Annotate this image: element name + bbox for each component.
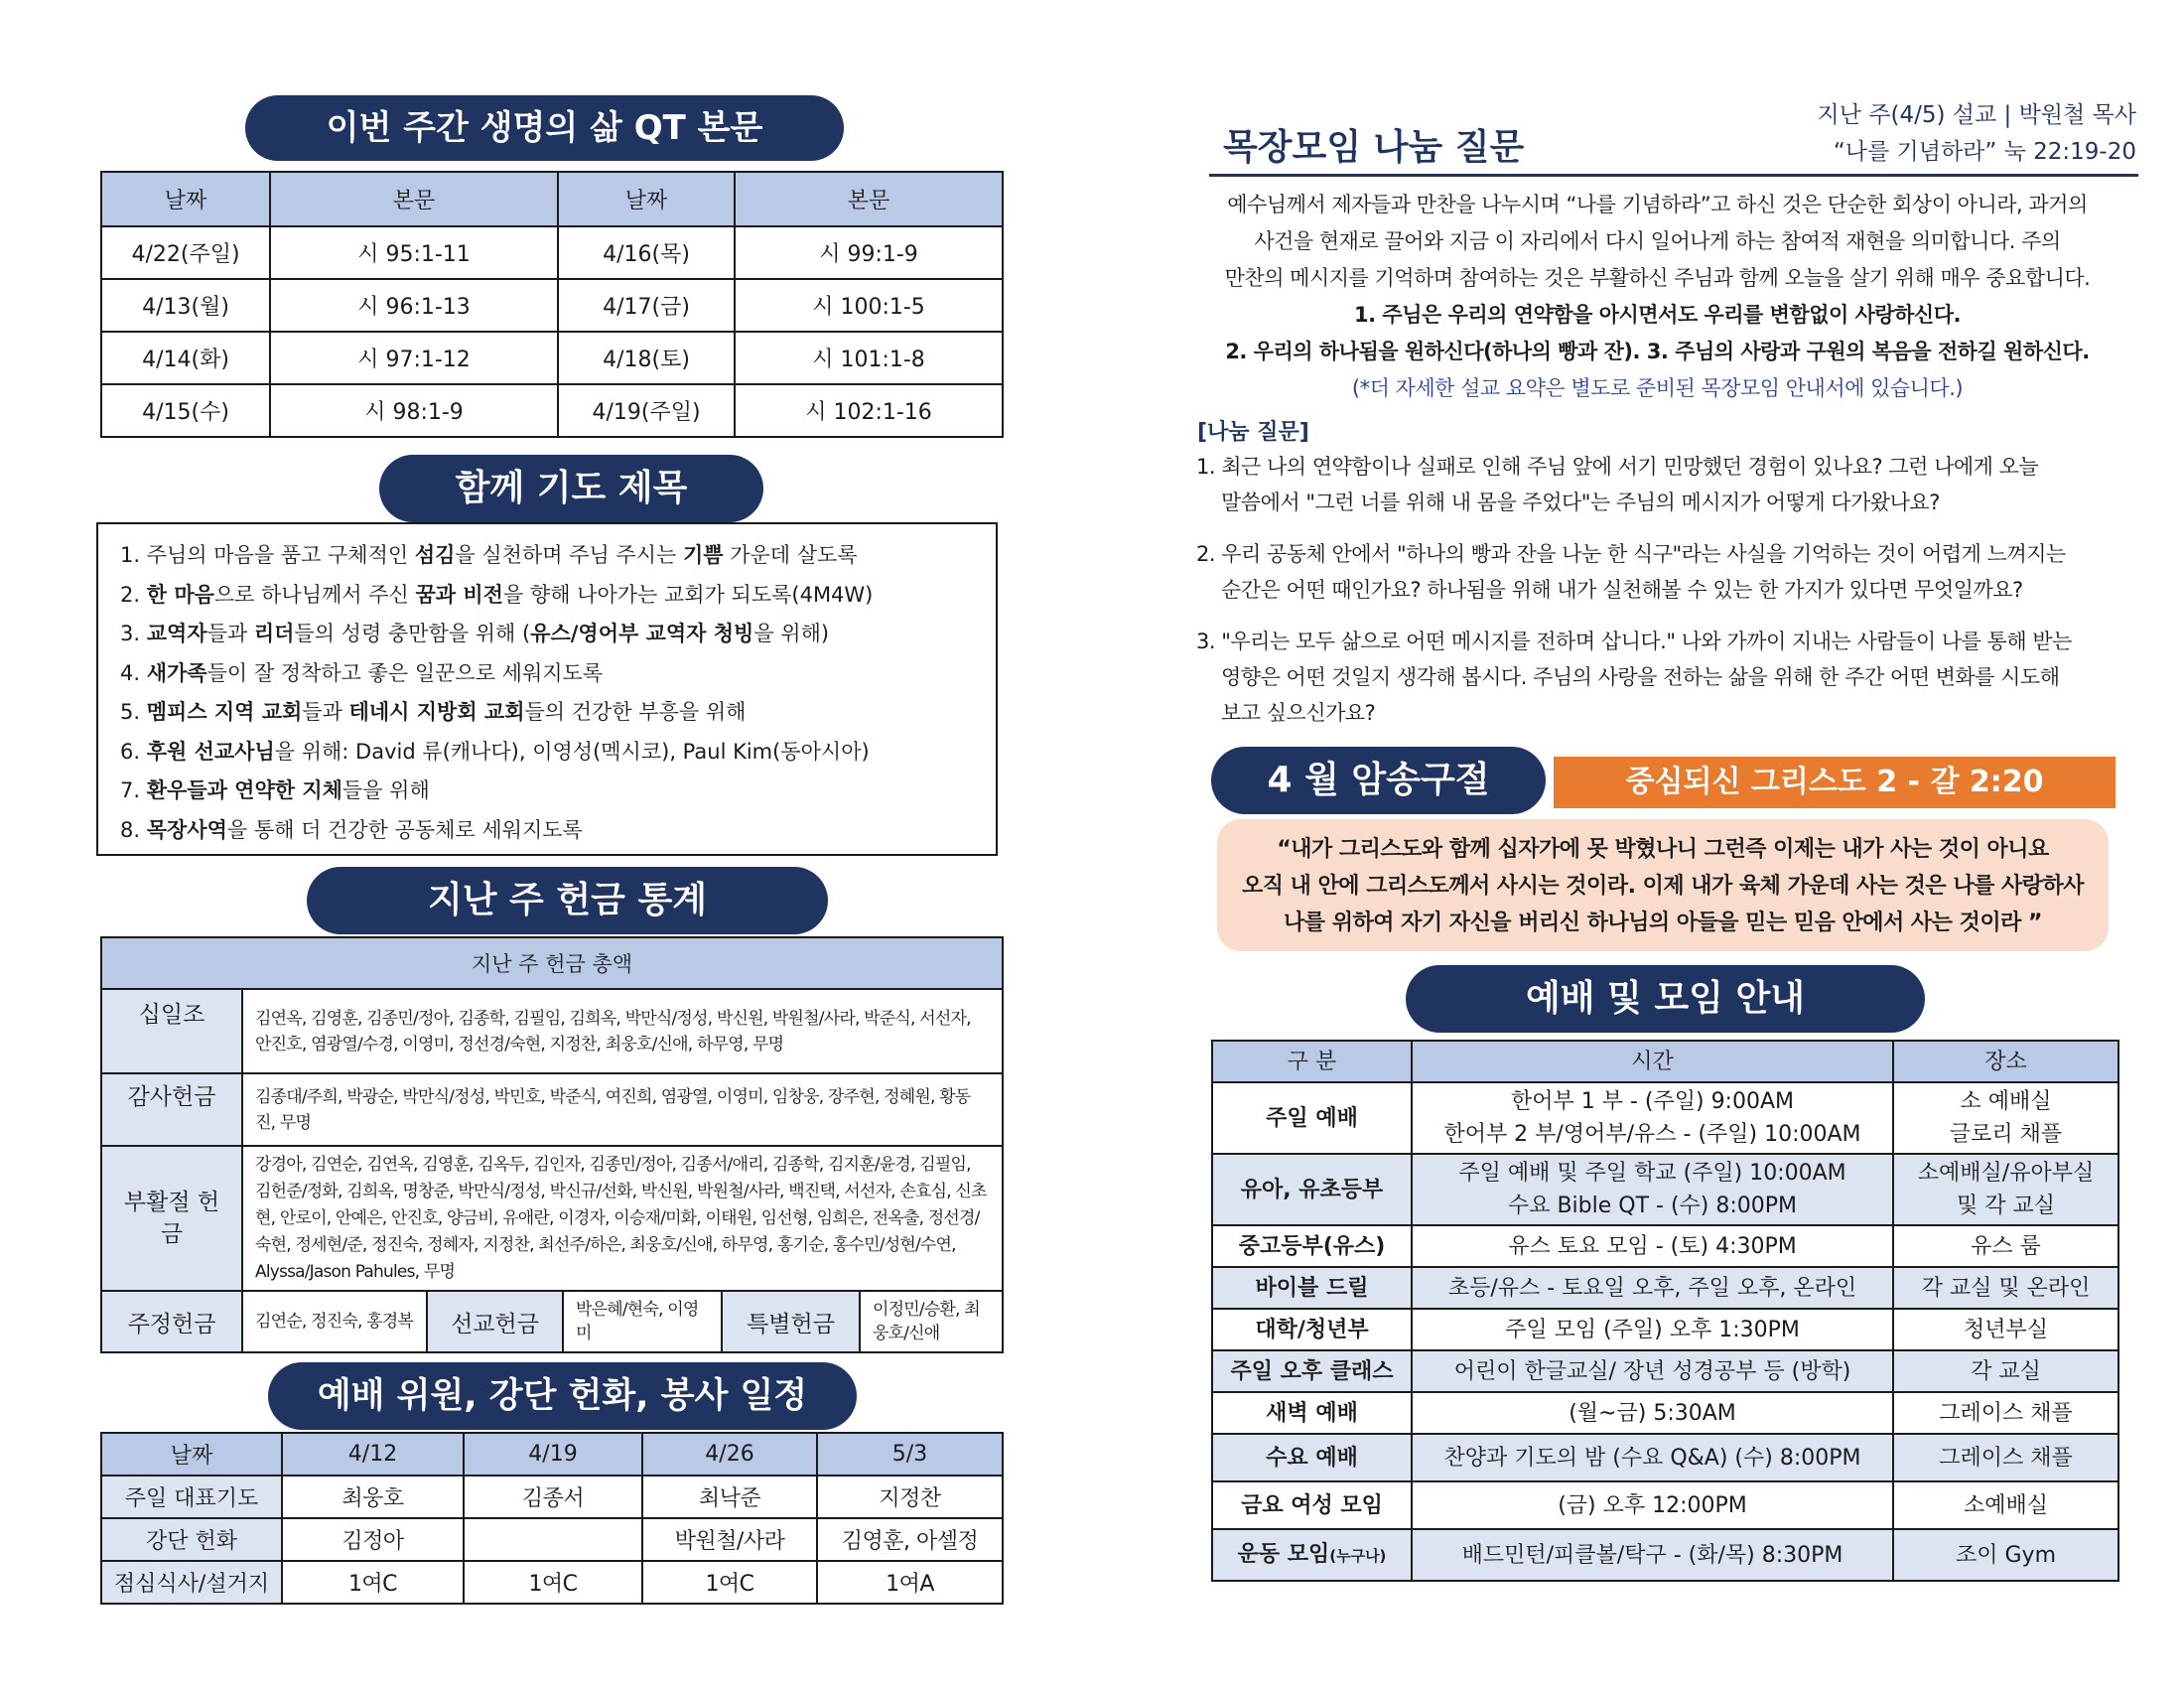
- service-row: [1212, 1225, 2118, 1267]
- qt-row: [101, 384, 1003, 437]
- schedule-role-cell: 강단 헌화: [101, 1518, 282, 1561]
- services-table: [1211, 1040, 2119, 1582]
- schedule-assignee-cell: 김영훈, 아셀정: [817, 1518, 1003, 1561]
- prayer-item-emphasis: 테네시 지방회 교회: [348, 700, 525, 724]
- service-row: [1212, 1267, 2118, 1309]
- prayer-item-text: 들이 잘 정착하고 좋은 일꾼으로 세워지도록: [206, 660, 604, 685]
- schedule-assignee-cell: 1여C: [282, 1561, 464, 1604]
- prayer-item-text: 으로 하나님께서 주신: [213, 582, 416, 607]
- prayer-item-emphasis: 한 마음: [146, 582, 214, 607]
- summary-line: 예수님께서 제자들과 만찬을 나누시며 “나를 기념하라”고 하신 것은 단순한 회상이 아니라, 과거의: [1227, 193, 2088, 216]
- mission-label: 선교헌금: [427, 1291, 563, 1352]
- prayer-item: [120, 536, 996, 576]
- service-name-text: 주일 오후 클래스: [1230, 1358, 1394, 1384]
- verse-line: “내가 그리스도와 함께 십자가에 못 박혔나니 그런즉 이제는 내가 사는 것이 아니요: [1277, 837, 2049, 862]
- sermon-date-preacher: 지난 주(4/5) 설교 | 박원철 목사: [1817, 102, 2136, 128]
- prayer-item-emphasis: 목장사역: [146, 817, 227, 842]
- verse-line: 나를 위하여 자기 자신을 버리신 하나님의 아들을 믿는 믿음 안에서 사는 것이라 ”: [1284, 911, 2042, 935]
- sermon-title-verse: “나를 기념하라” 눅 22:19-20: [1833, 139, 2136, 165]
- prayer-item: [120, 733, 996, 773]
- prayer-item-emphasis: 교역자: [146, 622, 207, 645]
- service-row: [1212, 1434, 2118, 1481]
- prayer-item-emphasis: 유스/영어부 교역자 청빙: [530, 622, 754, 645]
- qt-passage-cell: 시 100:1-5: [735, 279, 1003, 332]
- service-time-line: 한어부 1 부 - (주일) 9:00AM: [1510, 1089, 1794, 1114]
- schedule-assignee-cell: 1여C: [464, 1561, 642, 1604]
- service-name: [1212, 1154, 1412, 1225]
- schedule-assignee-cell: 최낙준: [642, 1476, 817, 1518]
- question-3: [1196, 624, 2124, 731]
- service-place: [1893, 1481, 2118, 1529]
- service-place: [1893, 1225, 2118, 1267]
- offering-table: [100, 936, 1004, 1353]
- schedule-header-week-2: 4/19: [464, 1433, 642, 1476]
- qt-title: 이번 주간 생명의 삶 QT 본문: [245, 95, 844, 161]
- service-place: [1893, 1529, 2118, 1581]
- qt-passage-cell: 시 102:1-16: [735, 384, 1003, 437]
- prayer-item-text: 을 실천하며 주님 주시는: [455, 543, 683, 567]
- service-time: [1412, 1481, 1893, 1529]
- prayer-item: [120, 576, 996, 616]
- schedule-header-week-3: 4/26: [642, 1433, 817, 1476]
- schedule-header-week-1: 4/12: [282, 1433, 464, 1476]
- prayer-item-emphasis: 섬김: [414, 543, 456, 567]
- service-place-line: 그레이스 채플: [1939, 1445, 2073, 1471]
- service-time-line: 배드민턴/피클볼/탁구 - (화/목) 8:30PM: [1461, 1542, 1843, 1568]
- question-line: 2. 우리 공동체 안에서 "하나의 빵과 잔을 나눈 한 식구"라는 사실을 기억하는 것이 어렵게 느껴지는: [1196, 542, 2066, 566]
- prayer-item: [120, 615, 996, 654]
- service-row: [1212, 1392, 2118, 1434]
- service-name: [1212, 1481, 1412, 1529]
- service-time: [1412, 1350, 1893, 1392]
- qt-table: [100, 171, 1004, 438]
- service-name: [1212, 1082, 1412, 1154]
- service-row: [1212, 1154, 2118, 1225]
- schedule-role-cell: 주일 대표기도: [101, 1476, 282, 1518]
- service-place: [1893, 1309, 2118, 1350]
- tithe-names: 김연옥, 김영훈, 김종민/정아, 김종학, 김필임, 김희옥, 박만식/정성, 박신원, 박원철/사라, 박준식, 서선자, 안진호, 염광열/수경, 이영미, 정선경/숙현, 지정찬, 최웅호/신애, 하무영, 무명: [242, 989, 1003, 1073]
- prayer-item: [120, 693, 996, 733]
- service-place-line: 및 각 교실: [1957, 1194, 2055, 1218]
- offering-total-header: 지난 주 헌금 총액: [101, 937, 1003, 989]
- summary-line: 사건을 현재로 끌어와 지금 이 자리에서 다시 일어나게 하는 참여적 재현을 의미합니다. 주의: [1254, 229, 2061, 253]
- prayer-item-emphasis: 리더: [253, 622, 295, 645]
- thanks-label: 감사헌금: [101, 1073, 242, 1146]
- prayer-item-text: 을 위해): [753, 622, 830, 645]
- schedule-assignee-cell: 1여A: [817, 1561, 1003, 1604]
- service-place-line: 각 교실 및 온라인: [1921, 1275, 2091, 1301]
- prayer-item-text: 7.: [120, 778, 147, 802]
- qt-row: [101, 332, 1003, 384]
- mission-names: 박은혜/현숙, 이영미: [563, 1291, 722, 1352]
- qt-date-cell: 4/16(목): [558, 226, 735, 279]
- sharing-title: 목장모임 나눔 질문: [1223, 127, 1525, 168]
- schedule-title: 예배 위원, 강단 헌화, 봉사 일정: [268, 1362, 857, 1430]
- weekly-label: 주정헌금: [101, 1291, 242, 1352]
- qt-date-cell: 4/15(수): [101, 384, 270, 437]
- services-header-time: 시간: [1412, 1041, 1893, 1082]
- service-name-text: 금요 여성 모임: [1241, 1492, 1383, 1518]
- service-place-line: 소예배실: [1963, 1492, 2048, 1518]
- service-row: [1212, 1481, 2118, 1529]
- questions-label: [나눔 질문]: [1197, 420, 1309, 445]
- prayer-item-text: 2.: [120, 582, 147, 607]
- service-name: [1212, 1529, 1412, 1581]
- prayer-item-text: 6.: [120, 739, 147, 764]
- service-place-line: 그레이스 채플: [1939, 1400, 2073, 1426]
- service-name-text: 새벽 예배: [1266, 1400, 1358, 1426]
- service-place-line: 각 교실: [1971, 1358, 2041, 1384]
- service-time-line: 수요 Bible QT - (수) 8:00PM: [1507, 1194, 1798, 1218]
- prayer-item-text: 들과: [302, 700, 349, 724]
- question-1: [1196, 449, 2124, 520]
- prayer-item-text: 들의 건강한 부흥을 위해: [524, 700, 747, 724]
- service-name: [1212, 1225, 1412, 1267]
- schedule-assignee-cell: 지정찬: [817, 1476, 1003, 1518]
- schedule-table: [100, 1432, 1004, 1605]
- offering-title: 지난 주 헌금 통계: [307, 867, 828, 934]
- service-place-line: 소예배실/유아부실: [1917, 1161, 2095, 1186]
- service-name-text: 대학/청년부: [1255, 1317, 1369, 1342]
- special-label: 특별헌금: [722, 1291, 860, 1352]
- prayer-item-text: 을 통해 더 건강한 공동체로 세워지도록: [226, 817, 583, 842]
- schedule-assignee-cell: 최웅호: [282, 1476, 464, 1518]
- service-name: [1212, 1350, 1412, 1392]
- service-place-line: 글로리 채플: [1949, 1122, 2063, 1147]
- prayer-item-text: 들의 성령 충만함을 위해 (: [294, 622, 531, 645]
- qt-passage-cell: 시 95:1-11: [270, 226, 558, 279]
- prayer-item-emphasis: 후원 선교사님: [146, 739, 275, 764]
- prayer-item: [120, 811, 996, 851]
- service-place: [1893, 1434, 2118, 1481]
- schedule-header-week-4: 5/3: [817, 1433, 1003, 1476]
- service-name: [1212, 1434, 1412, 1481]
- qt-date-cell: 4/18(토): [558, 332, 735, 384]
- services-header-place: 장소: [1893, 1041, 2118, 1082]
- qt-header-text-1: 본문: [270, 172, 558, 226]
- service-time-line: 주일 모임 (주일) 오후 1:30PM: [1505, 1317, 1800, 1342]
- qt-header-date-1: 날짜: [101, 172, 270, 226]
- service-row: [1212, 1529, 2118, 1581]
- schedule-row: [101, 1561, 1003, 1604]
- service-row: [1212, 1309, 2118, 1350]
- service-name-text: 유아, 유초등부: [1240, 1177, 1384, 1202]
- service-time-line: 어린이 한글교실/ 장년 성경공부 등 (방학): [1453, 1358, 1851, 1384]
- service-name-text: 운동 모임: [1237, 1541, 1330, 1567]
- schedule-role-cell: 점심식사/설거지: [101, 1561, 282, 1604]
- schedule-row: [101, 1476, 1003, 1518]
- qt-date-cell: 4/22(주일): [101, 226, 270, 279]
- service-row: [1212, 1350, 2118, 1392]
- service-time: [1412, 1082, 1893, 1154]
- service-place-line: 청년부실: [1963, 1317, 2048, 1342]
- qt-header-date-2: 날짜: [558, 172, 735, 226]
- service-name-text: 주일 예배: [1266, 1105, 1358, 1131]
- service-time-line: (금) 오후 12:00PM: [1558, 1492, 1747, 1518]
- weekly-names: 김연순, 정진숙, 홍경복: [242, 1291, 427, 1352]
- qt-date-cell: 4/13(월): [101, 279, 270, 332]
- service-time-line: (월~금) 5:30AM: [1569, 1400, 1736, 1426]
- prayer-item-text: 을 위해: David 류(캐나다), 이영성(멕시코), Paul Kim(동아시아): [274, 739, 870, 764]
- prayer-item: [120, 654, 996, 694]
- qt-date-cell: 4/14(화): [101, 332, 270, 384]
- service-name-text: 중고등부(유스): [1238, 1233, 1386, 1259]
- service-time-line: 찬양과 기도의 밤 (수요 Q&A) (수) 8:00PM: [1443, 1445, 1861, 1471]
- service-time-line: 초등/유스 - 토요일 오후, 주일 오후, 온라인: [1447, 1275, 1857, 1301]
- qt-header-text-2: 본문: [735, 172, 1003, 226]
- question-line: 순간은 어떤 때인가요? 하나됨을 위해 내가 실천해볼 수 있는 한 가지가 있다면 무엇일까요?: [1221, 578, 2023, 602]
- service-name-note: (누구나): [1329, 1546, 1387, 1565]
- easter-names: 강경아, 김연순, 김연옥, 김영훈, 김옥두, 김인자, 김종민/정아, 김종서/애리, 김종학, 김지훈/윤경, 김필임, 김헌준/정화, 김희옥, 명창준, 박만식/정성, 박신규/선화, 박신원, 박원철/사라, 백진택, 서선자, 손효심, 신초현, 안로이, 안예은, 안진호, 양금비, 유애란, 이경자, 이승재/미화, 이태원, 임선형, 임희은, 전옥출, 정선경/숙현, 정세현/준, 정진숙, 정혜자, 지정찬, 최선주/하은, 최웅호/신애, 하무영, 홍기순, 홍수민/성현/수연, Alyssa/Jason Pahules, 무명: [242, 1146, 1003, 1291]
- service-place: [1893, 1154, 2118, 1225]
- service-time: [1412, 1154, 1893, 1225]
- prayer-item-emphasis: 꿈과 비전: [415, 582, 503, 607]
- question-line: 1. 최근 나의 연약함이나 실패로 인해 주님 앞에 서기 민망했던 경험이 있나요? 그런 나에게 오늘: [1196, 455, 2039, 479]
- schedule-row: [101, 1518, 1003, 1561]
- special-names: 이정민/승환, 최웅호/신애: [860, 1291, 1003, 1352]
- prayer-title: 함께 기도 제목: [379, 455, 763, 522]
- schedule-assignee-cell: [464, 1518, 642, 1561]
- sermon-info: [1727, 97, 2136, 171]
- prayer-item-text: 들과: [206, 622, 254, 645]
- prayer-item-emphasis: 기쁨: [682, 543, 724, 567]
- prayer-item-text: 4.: [120, 660, 147, 685]
- qt-passage-cell: 시 99:1-9: [735, 226, 1003, 279]
- schedule-assignee-cell: 1여C: [642, 1561, 817, 1604]
- prayer-item-emphasis: 환우들과 연약한 지체: [146, 778, 342, 802]
- service-row: [1212, 1082, 2118, 1154]
- service-place-line: 소 예배실: [1960, 1089, 2052, 1114]
- service-name: [1212, 1392, 1412, 1434]
- prayer-item-text: 1. 주님의 마음을 품고 구체적인: [120, 543, 415, 567]
- sermon-summary: [1193, 187, 2121, 407]
- sermon-point: 1. 주님은 우리의 연약함을 아시면서도 우리를 변함없이 사랑하신다.: [1354, 303, 1961, 327]
- prayer-item-text: 가운데 살도록: [723, 543, 858, 567]
- memory-verse-reference: 중심되신 그리스도 2 - 갈 2:20: [1554, 757, 2116, 808]
- sermon-point: 2. 우리의 하나됨을 원하신다(하나의 빵과 잔). 3. 주님의 사랑과 구원의 복음을 전하길 원하신다.: [1225, 340, 2090, 363]
- service-time: [1412, 1434, 1893, 1481]
- service-place: [1893, 1082, 2118, 1154]
- summary-line: 만찬의 메시지를 기억하며 참여하는 것은 부활하신 주님과 함께 오늘을 살기 위해 매우 중요합니다.: [1224, 266, 2091, 290]
- qt-passage-cell: 시 97:1-12: [270, 332, 558, 384]
- schedule-assignee-cell: 박원철/사라: [642, 1518, 817, 1561]
- schedule-assignee-cell: 김종서: [464, 1476, 642, 1518]
- memory-verse-box: [1217, 819, 2109, 951]
- service-name-text: 바이블 드릴: [1255, 1275, 1369, 1301]
- prayer-item-text: 8.: [120, 817, 147, 842]
- prayer-item-text: 들을 위해: [341, 778, 430, 802]
- thanks-names: 김종대/주희, 박광순, 박만식/정성, 박민호, 박준식, 여진희, 염광열, 이영미, 임창웅, 장주현, 정혜원, 황동진, 무명: [242, 1073, 1003, 1146]
- service-time-line: 주일 예배 및 주일 학교 (주일) 10:00AM: [1458, 1161, 1846, 1186]
- service-time: [1412, 1392, 1893, 1434]
- service-time: [1412, 1267, 1893, 1309]
- question-line: 3. "우리는 모두 삶으로 어떤 메시지를 전하며 삽니다." 나와 가까이 지내는 사람들이 나를 통해 받는: [1196, 630, 2072, 653]
- memory-verse-title: 4 월 암송구절: [1211, 747, 1546, 814]
- question-line: 영향은 어떤 것일지 생각해 봅시다. 주님의 사랑을 전하는 삶을 위해 한 주간 어떤 변화를 시도해: [1221, 665, 2060, 689]
- prayer-item-text: 을 향해 나아가는 교회가 되도록(4M4W): [502, 582, 874, 607]
- service-place: [1893, 1392, 2118, 1434]
- service-place: [1893, 1267, 2118, 1309]
- qt-date-cell: 4/17(금): [558, 279, 735, 332]
- qt-row: [101, 279, 1003, 332]
- service-time: [1412, 1309, 1893, 1350]
- title-underline: [1209, 174, 2138, 177]
- prayer-item-emphasis: 멤피스 지역 교회: [146, 700, 303, 724]
- schedule-assignee-cell: 김정아: [282, 1518, 464, 1561]
- prayer-item-text: 5.: [120, 700, 147, 724]
- easter-label: 부활절 헌금: [101, 1146, 242, 1291]
- prayer-list: [96, 522, 998, 856]
- schedule-header-date: 날짜: [101, 1433, 282, 1476]
- question-line: 말씀에서 "그런 너를 위해 내 몸을 주었다"는 주님의 메시지가 어떻게 다가왔나요?: [1221, 491, 1940, 514]
- service-time-line: 유스 토요 모임 - (토) 4:30PM: [1508, 1233, 1797, 1259]
- prayer-item: [120, 772, 996, 811]
- tithe-label: 십일조: [101, 989, 242, 1073]
- service-time: [1412, 1225, 1893, 1267]
- prayer-item-emphasis: 새가족: [146, 660, 207, 685]
- prayer-item-text: 3.: [120, 622, 147, 645]
- service-place: [1893, 1350, 2118, 1392]
- qt-passage-cell: 시 96:1-13: [270, 279, 558, 332]
- sermon-note: (*더 자세한 설교 요약은 별도로 준비된 목장모임 안내서에 있습니다.): [1351, 376, 1964, 400]
- qt-passage-cell: 시 101:1-8: [735, 332, 1003, 384]
- qt-row: [101, 226, 1003, 279]
- service-time-line: 한어부 2 부/영어부/유스 - (주일) 10:00AM: [1443, 1122, 1861, 1147]
- qt-date-cell: 4/19(주일): [558, 384, 735, 437]
- question-line: 보고 싶으신가요?: [1221, 701, 1376, 725]
- service-name-text: 수요 예배: [1266, 1445, 1358, 1471]
- service-place-line: 유스 룸: [1971, 1233, 2041, 1259]
- service-name: [1212, 1309, 1412, 1350]
- services-header-category: 구 분: [1212, 1041, 1412, 1082]
- question-2: [1196, 536, 2124, 608]
- service-time: [1412, 1529, 1893, 1581]
- services-title: 예배 및 모임 안내: [1406, 965, 1925, 1033]
- verse-line: 오직 내 안에 그리스도께서 사시는 것이라. 이제 내가 육체 가운데 사는 것은 나를 사랑하사: [1241, 874, 2084, 899]
- service-name: [1212, 1267, 1412, 1309]
- service-place-line: 조이 Gym: [1956, 1542, 2056, 1568]
- qt-passage-cell: 시 98:1-9: [270, 384, 558, 437]
